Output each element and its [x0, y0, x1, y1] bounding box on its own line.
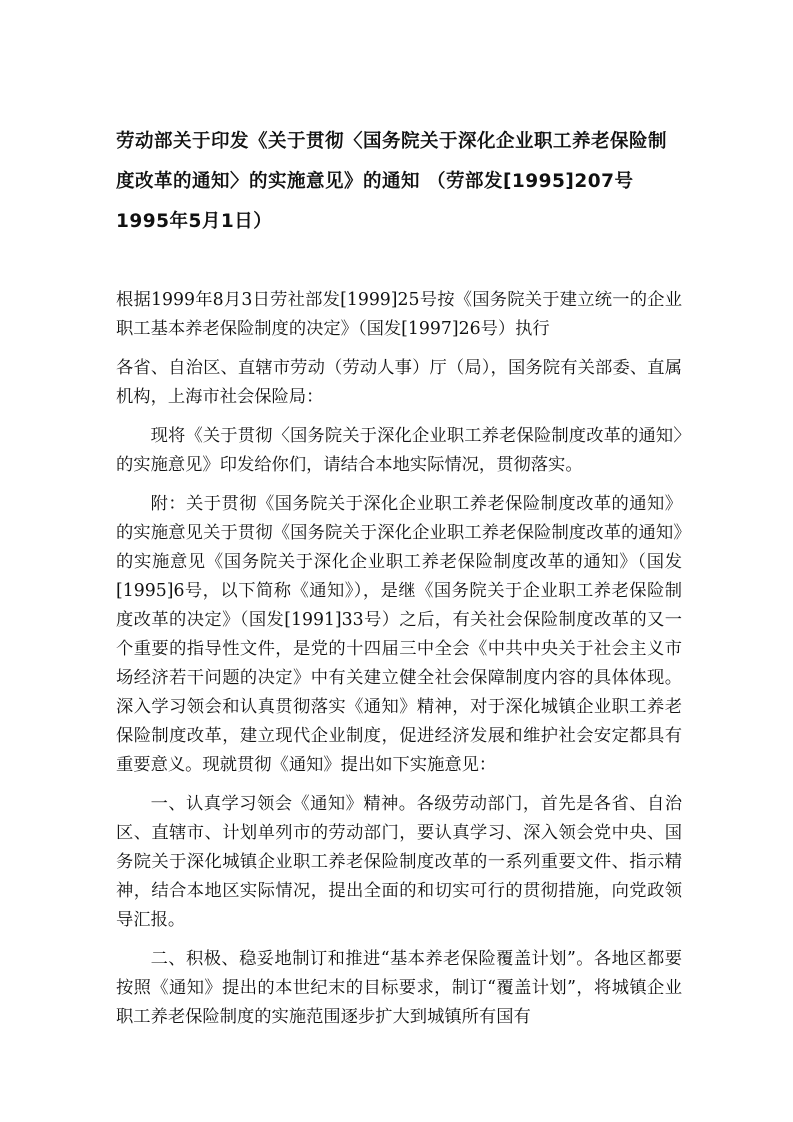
body-paragraph: 二、积极、稳妥地制订和推进“基本养老保险覆盖计划”。各地区都要按照《通知》提出的本世纪末的目标要求，制订“覆盖计划”，将城镇企业职工养老保险制度的实施范围逐步扩大到城镇所有国有	[116, 949, 682, 1027]
document-body	[116, 286, 682, 1032]
body-paragraph: 一、认真学习领会《通知》精神。各级劳动部门，首先是各省、自治区、直辖市、计划单列市的劳动部门，要认真学习、深入领会党中央、国务院关于深化城镇企业职工养老保险制度改革的一系列重要文件、指示精神，结合本地区实际情况，提出全面的和切实可行的贯彻措施，向党政领导汇报。	[116, 794, 682, 930]
body-paragraph: 附：关于贯彻《国务院关于深化企业职工养老保险制度改革的通知》的实施意见关于贯彻《国务院关于深化企业职工养老保险制度改革的通知》的实施意见《国务院关于深化企业职工养老保险制度改革的通知》（国发[1995]6号，以下简称《通知》），是继《国务院关于企业职工养老保险制度改革的决定》（国发[1991]33号）之后，有关社会保险制度改革的又一个重要的指导性文件，是党的十四届三中全会《中共中央关于社会主义市场经济若干问题的决定》中有关建立健全社会保障制度内容的具体体现。深入学习领会和认真贯彻落实《通知》精神，对于深化城镇企业职工养老保险制度改革，建立现代企业制度，促进经济发展和维护社会安定都具有重要意义。现就贯彻《通知》提出如下实施意见：	[116, 494, 682, 775]
body-paragraph: 现将《关于贯彻〈国务院关于深化企业职工养老保险制度改革的通知〉的实施意见》印发给你们，请结合本地实际情况，贯彻落实。	[116, 426, 682, 475]
addressee-line: 各省、自治区、直辖市劳动（劳动人事）厅（局），国务院有关部委、直属机构，上海市社会保险局：	[116, 358, 682, 407]
document-title: 劳动部关于印发《关于贯彻〈国务院关于深化企业职工养老保险制度改革的通知〉的实施意见》的通知 （劳部发[1995]207号 1995年5月1日）	[116, 131, 668, 232]
execution-note: 根据1999年8月3日劳社部发[1999]25号按《国务院关于建立统一的企业职工基本养老保险制度的决定》（国发[1997]26号）执行	[116, 290, 682, 339]
